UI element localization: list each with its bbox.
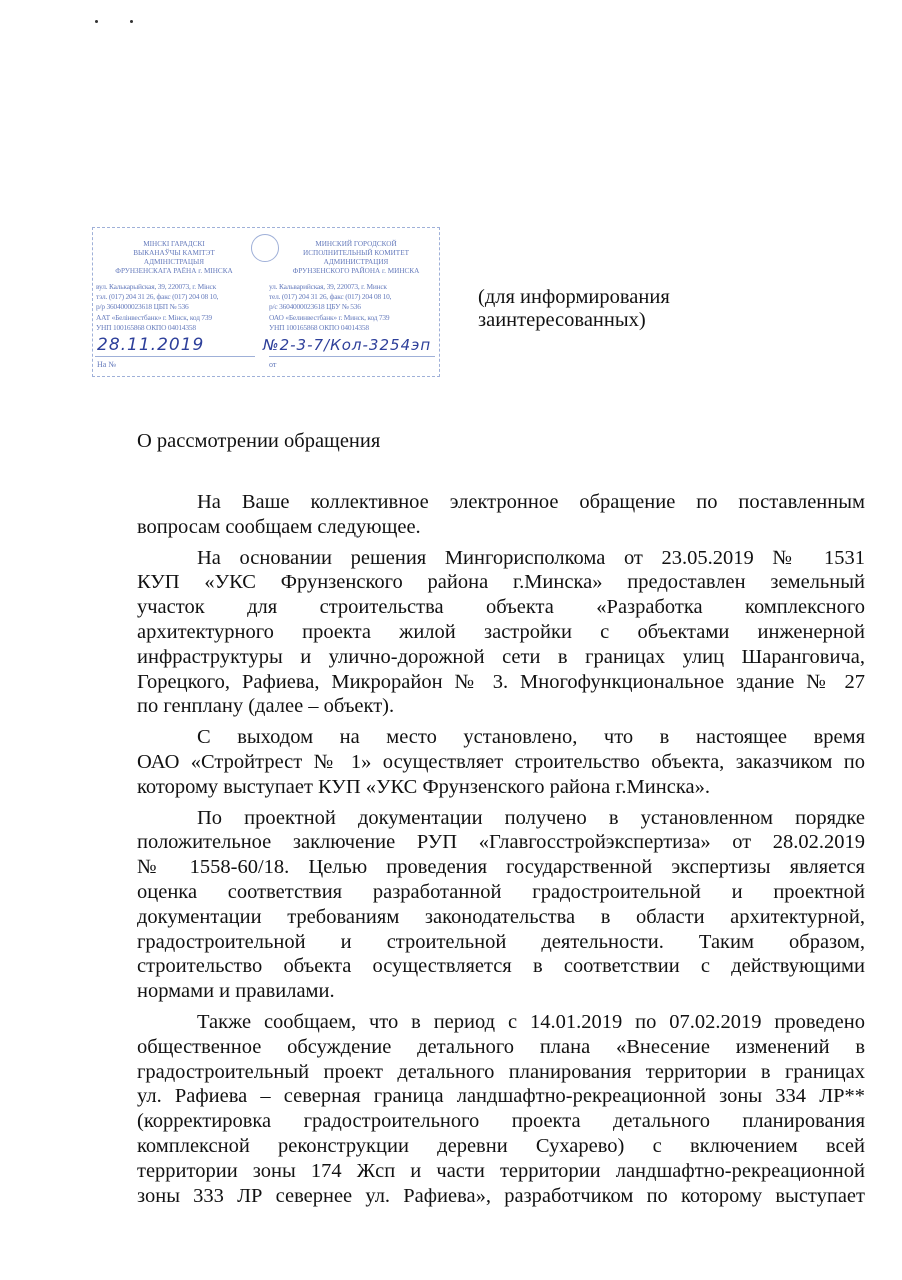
stamp-text: МІНСКІ ГАРАДСКІ bbox=[143, 240, 205, 248]
text-line: общественное обсуждение детального плана «Внесение изменений в bbox=[137, 1035, 865, 1058]
recipient-line: заинтересованных) bbox=[478, 309, 646, 331]
stamp-text: УНП 100165868 ОКПО 04014358 bbox=[96, 322, 196, 332]
from-label: от bbox=[269, 360, 277, 369]
recipient-block bbox=[478, 286, 670, 332]
stamp-text: ВЫКАНАЎЧЫ КАМІТЭТ bbox=[133, 249, 215, 257]
letter-body bbox=[137, 490, 865, 1208]
text-line: № 1558-60/18. Целью проведения государственной экспертизы является bbox=[137, 856, 865, 879]
registration-stamp bbox=[92, 227, 440, 377]
text-line: по генплану (далее – объект). bbox=[137, 695, 395, 718]
handwritten-reg-number: №2-3-7/Кол-3254эп bbox=[263, 336, 432, 354]
stamp-text: ИСПОЛНИТЕЛЬНЫЙ КОМИТЕТ bbox=[303, 249, 409, 257]
stamp-text: ААТ «Белінвестбанк» г. Мінск, код 739 bbox=[96, 312, 212, 322]
paragraph bbox=[137, 490, 865, 540]
text-line: строительство объекта осуществляется в соответствии с действующими bbox=[137, 955, 865, 978]
stamp-text: АДМІНІСТРАЦЫЯ bbox=[143, 258, 205, 266]
text-line: Горецкого, Рафиева, Микрорайон № 3. Многофункциональное здание № 27 bbox=[137, 670, 865, 693]
paragraph bbox=[137, 546, 865, 720]
paragraph bbox=[137, 1010, 865, 1208]
text-line: участок для строительства объекта «Разработка комплексного bbox=[137, 596, 865, 619]
text-line: территории зоны 174 Жсп и части территории ландшафтно-рекреационной bbox=[137, 1159, 865, 1182]
text-line: зоны 333 ЛР севернее ул. Рафиева», разработчиком по которому выступает bbox=[137, 1184, 865, 1207]
text-line: ОАО «Стройтрест № 1» осуществляет строительство объекта, заказчиком по bbox=[137, 750, 865, 773]
coat-of-arms-icon bbox=[251, 234, 279, 262]
scan-speck bbox=[95, 20, 98, 23]
stamp-address-russian bbox=[269, 282, 439, 333]
text-line: ул. Рафиева – северная граница ландшафтно-рекреационной зоны 334 ЛР** bbox=[137, 1085, 865, 1108]
paragraph bbox=[137, 806, 865, 1004]
ref-label: На № bbox=[97, 360, 116, 369]
text-line: комплексной реконструкции деревни Сухарево) с включением всей bbox=[137, 1134, 865, 1157]
letter-subject: О рассмотрении обращения bbox=[137, 430, 381, 452]
number-underline bbox=[269, 356, 435, 357]
recipient-line: (для информирования bbox=[478, 286, 670, 308]
stamp-text: р/р 3604000023618 ЦБП № 536 bbox=[96, 302, 189, 312]
text-line: положительное заключение РУП «Главгосстройэкспертиза» от 28.02.2019 bbox=[137, 831, 865, 854]
text-line: КУП «УКС Фрунзенского района г.Минска» предоставлен земельный bbox=[137, 571, 865, 594]
stamp-text: АДМИНИСТРАЦИЯ bbox=[323, 258, 389, 266]
stamp-text: тел. (017) 204 31 26, факс (017) 204 08 10, bbox=[269, 292, 392, 302]
stamp-text: ФРУНЗЕНСКАГА РАЁНА г. МІНСКА bbox=[115, 267, 233, 275]
text-line: С выходом на место установлено, что в настоящее время bbox=[197, 726, 865, 749]
text-line: На основании решения Мингорисполкома от 23.05.2019 № 1531 bbox=[197, 546, 865, 569]
text-line: нормами и правилами. bbox=[137, 980, 335, 1003]
stamp-text: МИНСКИЙ ГОРОДСКОЙ bbox=[315, 240, 397, 248]
stamp-text: ОАО «Белинвестбанк» г. Минск, код 739 bbox=[269, 312, 390, 322]
text-line: которому выступает КУП «УКС Фрунзенского района г.Минска». bbox=[137, 775, 710, 798]
paragraph bbox=[137, 725, 865, 799]
stamp-address-belarusian bbox=[96, 282, 266, 333]
stamp-text: ул. Кальварийская, 39, 220073, г. Минск bbox=[269, 282, 387, 291]
handwritten-date: 28.11.2019 bbox=[97, 335, 205, 355]
stamp-text: ФРУНЗЕНСКОГО РАЙОНА г. МИНСКА bbox=[292, 267, 420, 275]
stamp-header-russian bbox=[277, 240, 435, 276]
text-line: оценка соответствия разработанной градостроительной и проектной bbox=[137, 880, 865, 903]
scan-speck bbox=[130, 20, 133, 23]
text-line: инфраструктуры и улично-дорожной сети в границах улиц Шаранговича, bbox=[137, 645, 865, 668]
stamp-text: тэл. (017) 204 31 26, факс (017) 204 08 10, bbox=[96, 292, 219, 302]
text-line: градостроительной и строительной деятельности. Таким образом, bbox=[137, 930, 865, 953]
text-line: (корректировка градостроительного проекта детального планирования bbox=[137, 1110, 865, 1133]
stamp-text: вул. Калькарыйская, 39, 220073, г. Мінск bbox=[96, 282, 217, 291]
text-line: градостроительный проект детального планирования территории в границах bbox=[137, 1060, 865, 1083]
text-line: вопросам сообщаем следующее. bbox=[137, 515, 421, 538]
text-line: Также сообщаем, что в период с 14.01.2019 по 07.02.2019 проведено bbox=[197, 1010, 865, 1033]
date-underline bbox=[95, 356, 255, 357]
stamp-text: р/с 3604000023618 ЦБУ № 536 bbox=[269, 302, 361, 312]
stamp-header-belarusian bbox=[95, 240, 253, 276]
text-line: документации требованиям законодательства в области архитектурной, bbox=[137, 905, 865, 928]
text-line: На Ваше коллективное электронное обращение по поставленным bbox=[197, 491, 865, 513]
stamp-text: УНП 100165868 ОКПО 04014358 bbox=[269, 322, 369, 332]
text-line: архитектурного проекта жилой застройки с объектами инженерной bbox=[137, 620, 865, 643]
text-line: По проектной документации получено в установленном порядке bbox=[197, 806, 865, 829]
